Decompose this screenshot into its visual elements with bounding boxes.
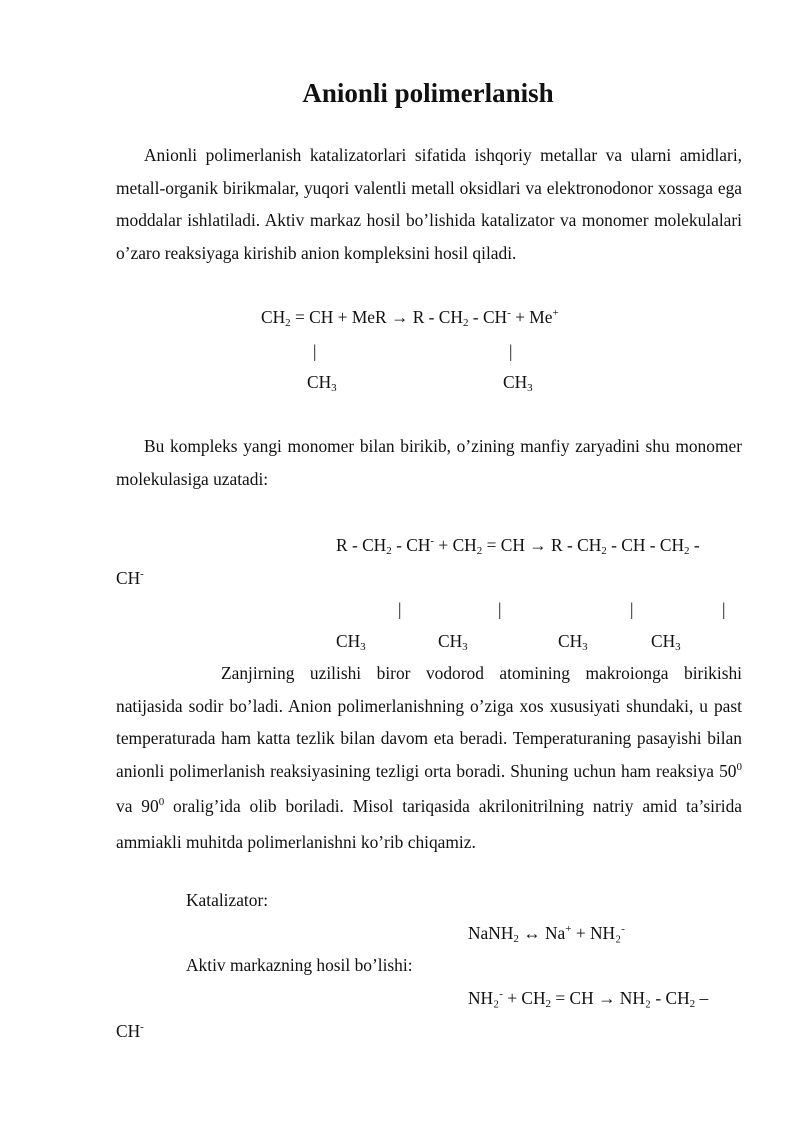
methyl-group: $CH_3$ [336, 631, 366, 653]
bond-line: | [398, 599, 402, 619]
bond-line: | [722, 599, 726, 619]
paragraph-intro: Anionli polimerlanish katalizatorlari sifatida ishqoriy metallar va ularni amidlari, metall-organik birikmalar, yuqori valentli metall oksidlari va elektronodonor xossaga ega moddalar ishlatiladi. Aktiv markaz hosil bo’lishida katalizator va monomer molekulalari o’zaro reaksiyaga kirishib anion kompleksini hosil qiladi. [116, 145, 742, 263]
bond-line: | [630, 599, 634, 619]
bond-line: | [498, 599, 502, 619]
equation-4: $NH_2^- + CH_2$ = CH → $NH_2 - CH_2$ – [468, 988, 709, 1010]
equation-4-continuation: CH- [116, 1021, 144, 1041]
methyl-group: $CH_3$ [307, 372, 337, 394]
active-center-label: Aktiv markazning hosil bo’lishi: [186, 955, 413, 975]
equation-2-continuation: CH- [116, 568, 144, 588]
paragraph-termination: Zanjirning uzilishi biror vodorod atomining makroionga birikishi natijasida sodir bo’ladi. Anion polimerlanishning o’ziga xos xususiyati shundaki, u past temperaturada ham katta tezlik bilan davom eta beradi. Temperaturaning pasayishi bilan anionli polimerlanish reaksiyasining tezligi orta boradi. Shuning uchun ham reaksiya $50^0$ va $90^0$ oralig’ida olib boriladi. Misol tariqasida akrilonitrilning natriy amid ta’sirida ammiakli muhitda polimerlanishni ko’rib chiqamiz. [116, 663, 742, 852]
document-title: Anionli polimerlanish [302, 78, 554, 108]
methyl-group: $CH_3$ [651, 631, 681, 653]
equation-1: $CH_2$ = CH + MeR → $R - CH_2 - CH^- + Me^+$ [261, 307, 559, 329]
bond-line: | [313, 341, 317, 361]
catalyst-label: Katalizator: [186, 890, 269, 910]
methyl-group: $CH_3$ [558, 631, 588, 653]
methyl-group: $CH_3$ [438, 631, 468, 653]
methyl-group: $CH_3$ [503, 372, 533, 394]
paragraph-transfer: Bu kompleks yangi monomer bilan birikib, o’zining manfiy zaryadini shu monomer molekulasiga uzatadi: [116, 436, 742, 489]
equation-2: $R - CH_2 - CH^- + CH_2$ = CH → R - $CH_2$ - CH - $CH_2$ - [336, 535, 700, 557]
equation-3: NaNH$_2$ ↔ Na+ + NH₂- [468, 923, 625, 945]
bond-line: | [509, 341, 513, 361]
